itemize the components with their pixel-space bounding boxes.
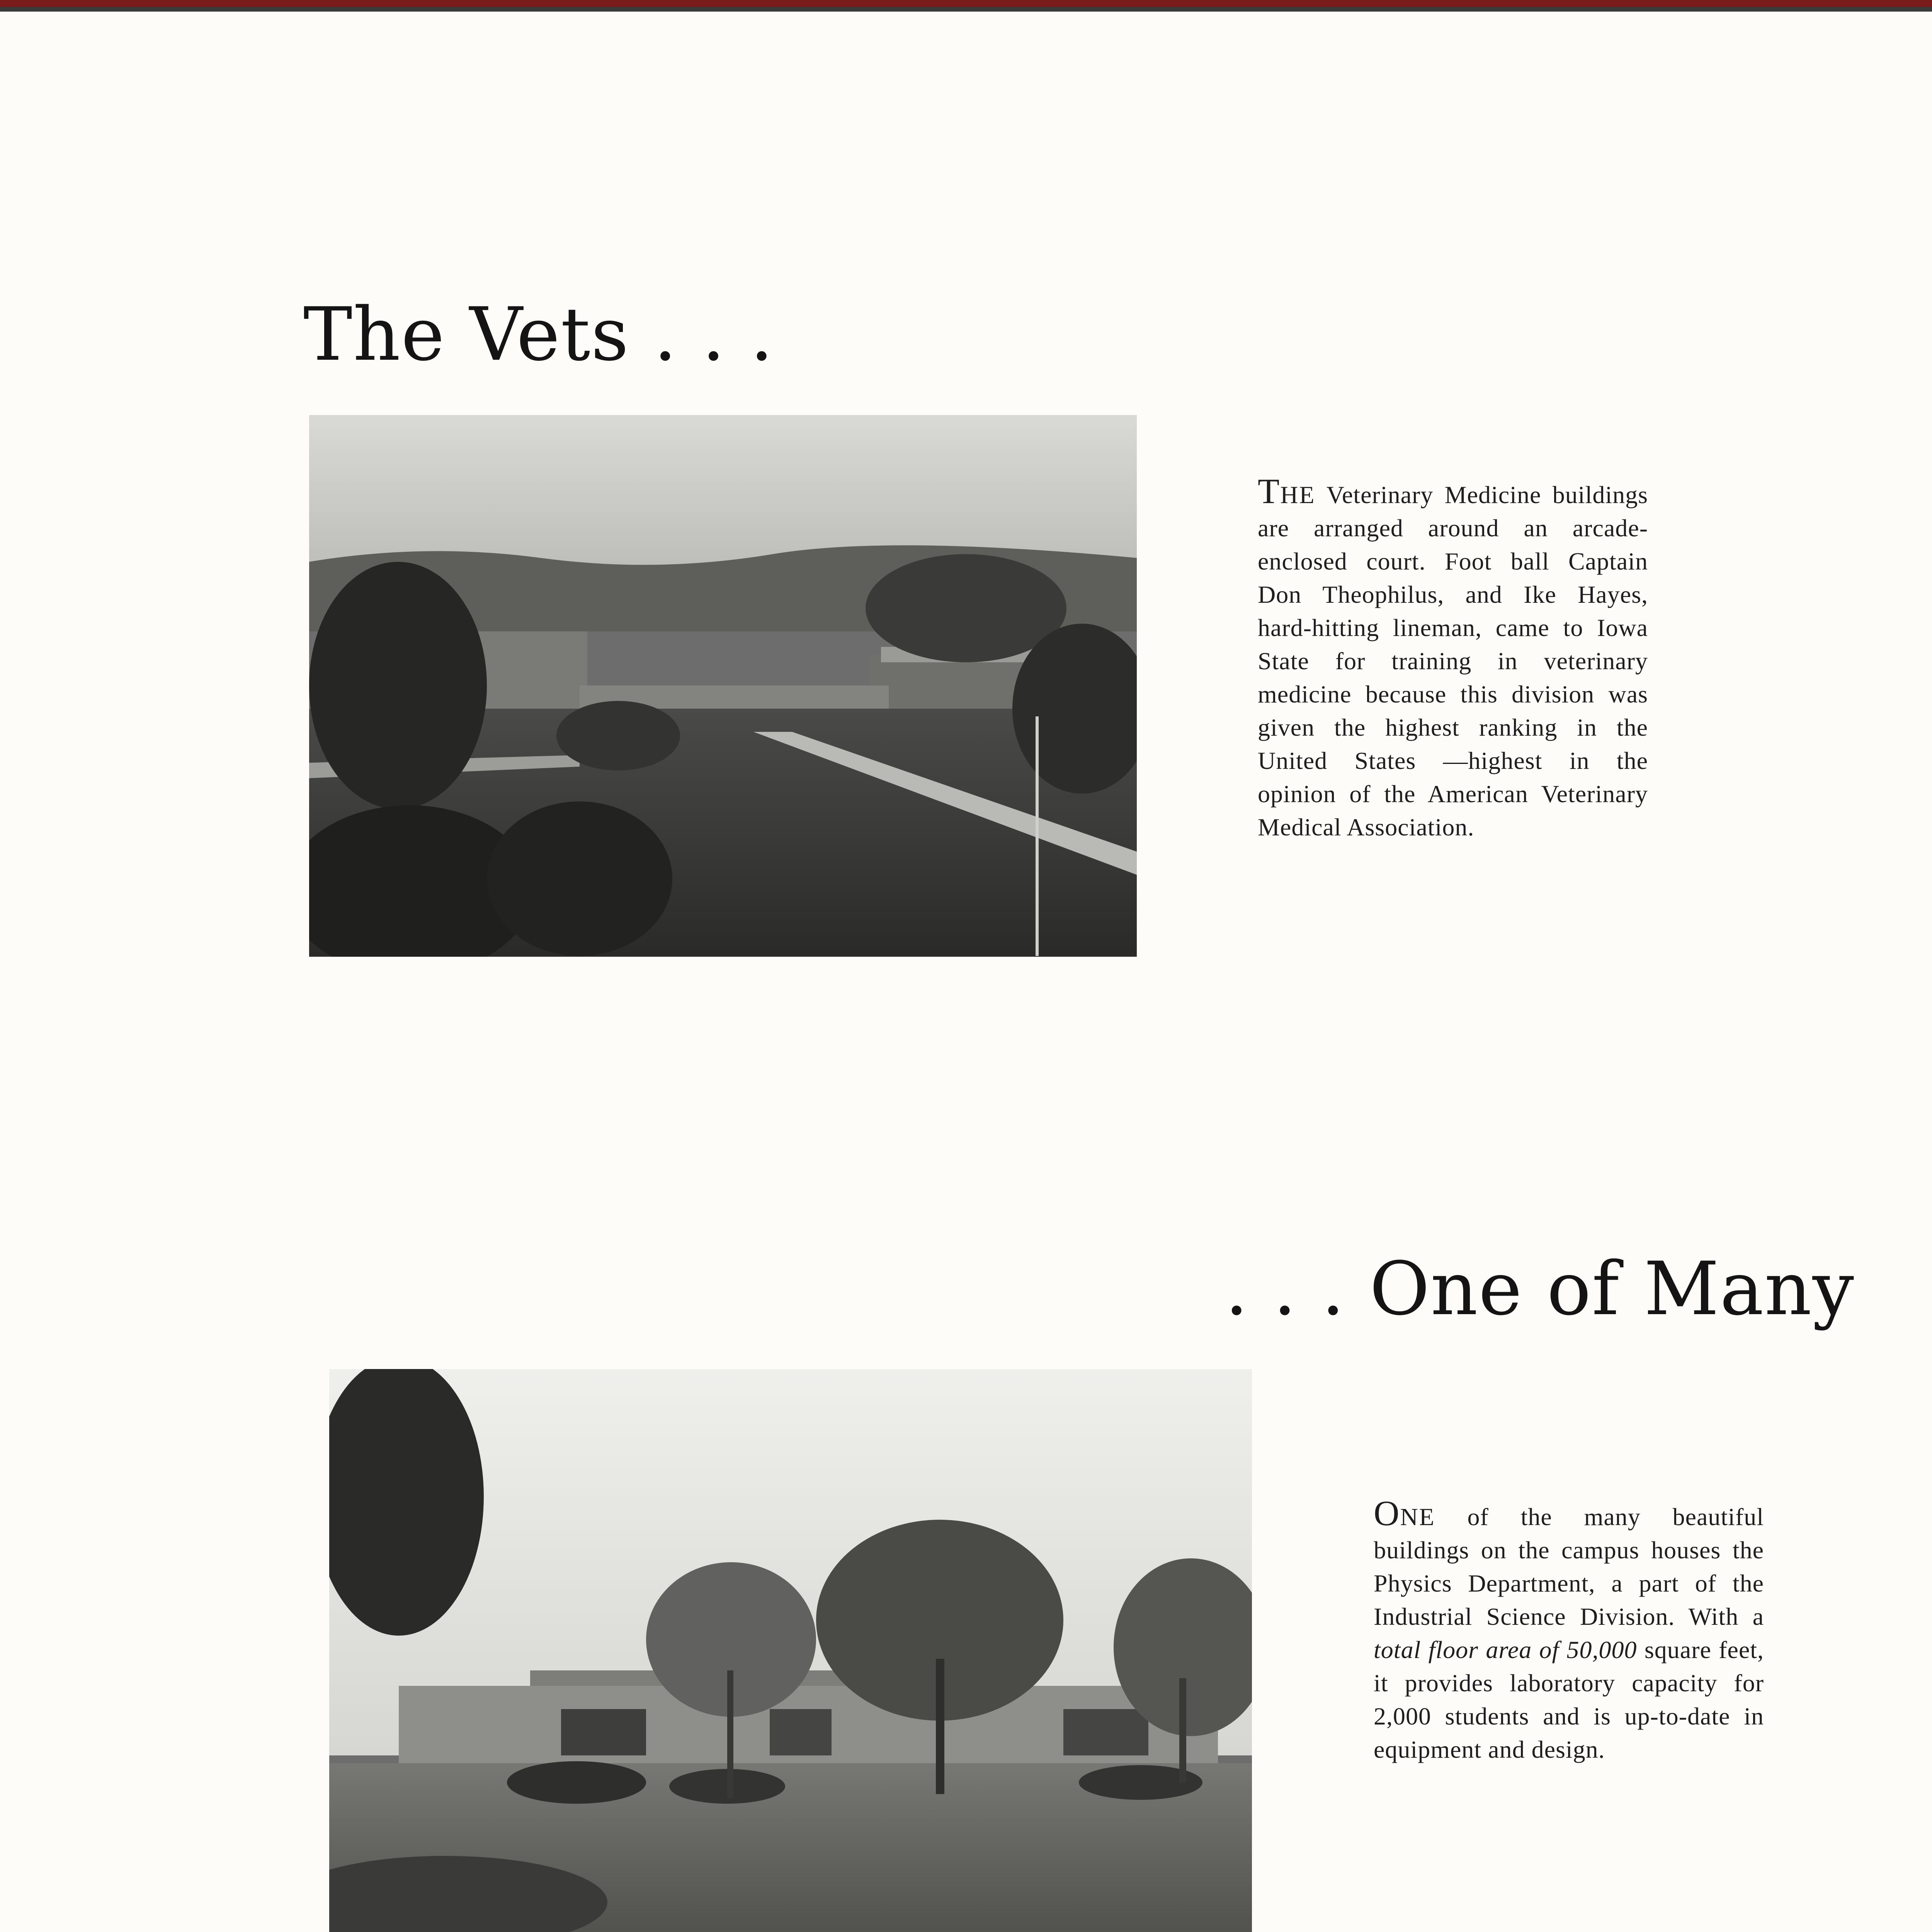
physics-paragraph-italic: total floor area of 50,000 xyxy=(1374,1636,1637,1663)
one-of-many-heading: . . . One of Many xyxy=(1225,1246,1855,1332)
drop-cap: T xyxy=(1258,471,1281,511)
drop-cap: O xyxy=(1374,1493,1400,1533)
small-caps: NE xyxy=(1400,1503,1435,1531)
physics-building-image xyxy=(329,1369,1252,1932)
physics-building-photo xyxy=(329,1369,1252,1932)
page-edge xyxy=(0,7,1932,12)
veterinary-buildings-photo xyxy=(309,415,1137,957)
vets-heading: The Vets . . . xyxy=(303,292,774,378)
vets-paragraph: Veterinary Medicine buildings are arranged around an arcade-enclosed court. Foot ball Captain Don Theophilus, and Ike Hayes, hard-hitting lineman, came to Iowa State for training in veterinary medicine because this division was given the highest ranking in the United States —highest in the opinion of the American Veterinary Medical Association. xyxy=(1258,481,1648,841)
physics-paragraph-end: square feet, it provides laboratory capacity for 2,000 students and is up-to-date in equipment and design. xyxy=(1374,1636,1764,1763)
physics-description xyxy=(1374,1493,1764,1766)
veterinary-campus-aerial-image xyxy=(309,415,1137,957)
physics-paragraph-start: of the many beautiful buildings on the campus houses the Physics Department, a part of the Industrial Science Division. With a xyxy=(1374,1503,1764,1630)
yearbook-page xyxy=(0,7,1932,1932)
vets-description xyxy=(1258,471,1648,844)
small-caps: HE xyxy=(1280,481,1316,509)
